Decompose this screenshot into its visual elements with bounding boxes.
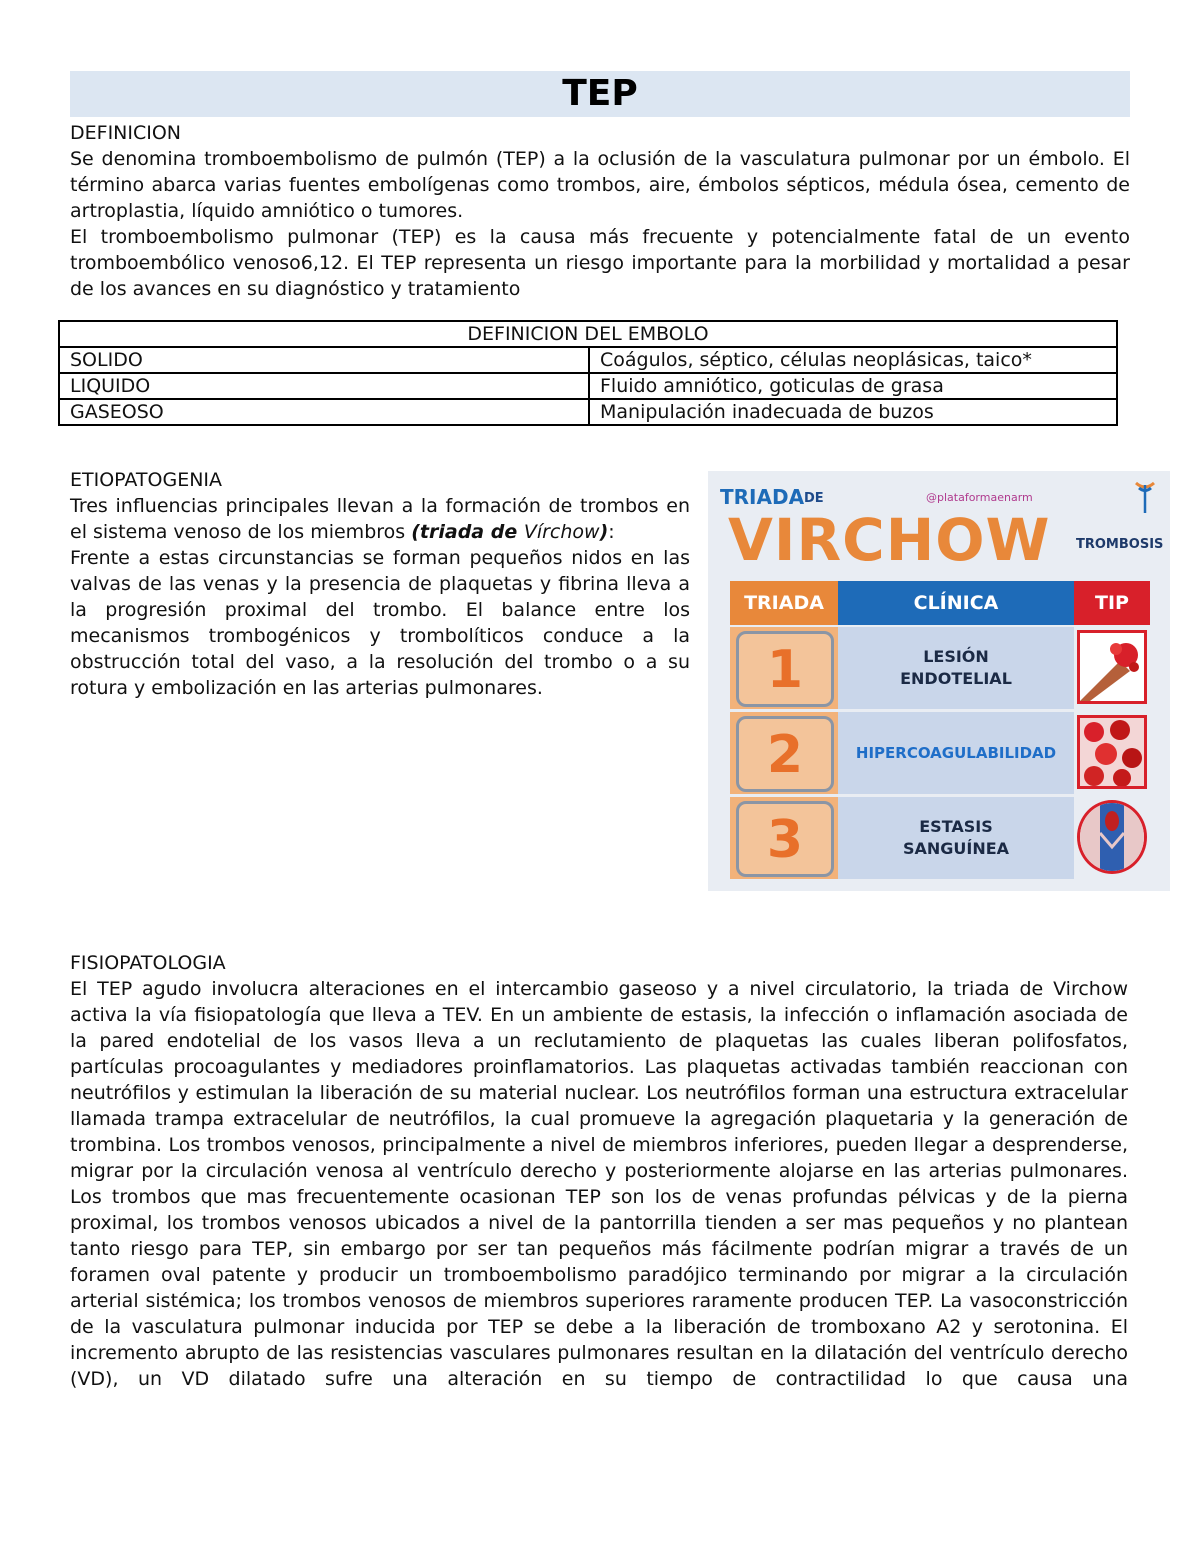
fisiopatologia-heading: FISIOPATOLOGIA	[70, 952, 226, 974]
ig-clinica-cell	[838, 797, 1074, 879]
ig-de-label: DE	[804, 491, 824, 506]
ig-number: 3	[736, 801, 834, 877]
etiopatogenia-heading: ETIOPATOGENIA	[70, 469, 223, 491]
ig-number: 2	[736, 716, 834, 792]
table-cell-tipo: GASEOSO	[59, 399, 589, 425]
ig-header-triada: TRIADA	[730, 581, 838, 625]
ig-header-clinica: CLÍNICA	[838, 581, 1074, 625]
ig-tip-cell	[1074, 627, 1150, 709]
ig-instagram-handle: @plataformaenarm	[926, 491, 1033, 504]
red-blood-cells-icon	[1080, 718, 1144, 786]
ig-clinica-cell	[838, 627, 1074, 709]
ig-tip-cell	[1074, 712, 1150, 794]
ig-num-cell	[730, 627, 838, 709]
etiopatogenia-section	[70, 467, 690, 701]
definicion-heading: DEFINICION	[70, 122, 182, 144]
fisiopatologia-section	[70, 950, 1128, 1392]
ig-tip-image	[1077, 800, 1147, 874]
caduceus-logo-icon	[1132, 479, 1158, 515]
table-cell-tipo: LIQUIDO	[59, 373, 589, 399]
venous-stasis-icon	[1080, 803, 1144, 871]
virchow-infographic	[708, 471, 1170, 891]
embolo-table	[58, 320, 1118, 426]
table-header: DEFINICION DEL EMBOLO	[59, 321, 1117, 347]
ig-header-tip: TIP	[1074, 581, 1150, 625]
ig-clinica-line2: ENDOTELIAL	[900, 669, 1012, 688]
definicion-section	[70, 120, 1130, 302]
table-row	[59, 399, 1117, 425]
table-row	[59, 347, 1117, 373]
ig-trombosis-label: TROMBOSIS	[1076, 537, 1164, 552]
table-cell-desc: Coágulos, séptico, células neoplásicas, taico*	[589, 347, 1117, 373]
ig-triada-label: TRIADA	[720, 485, 805, 509]
etio-emphasis: (triada de	[411, 521, 524, 543]
etio-emphasis-end: )	[599, 521, 609, 543]
table-header-row	[59, 321, 1117, 347]
ig-clinica-line1: LESIÓN	[923, 647, 989, 666]
ig-clinica-line2: SANGUÍNEA	[902, 839, 1010, 858]
page-title: TEP	[70, 71, 1130, 117]
fisiopatologia-paragraph: El TEP agudo involucra alteraciones en el intercambio gaseoso y a nivel circulatorio, la triada de Virchow activa la vía fisiopatología que lleva a TEV. En un ambiente de estasis, la infección o inflamación asociada de la pared endotelial de los vasos lleva a un reclutamiento de plaquetas las cuales liberan polifosfatos, partículas procoagulantes y mediadores proinflamatorios. Las plaquetas activadas también reaccionan con neutrófilos y estimulan la liberación de su material nuclear. Los neutrófilos forman una estructura extracelular llamada trampa extracelular de neutrófilos, la cual promueve la agregación plaquetaria y la generación de trombina. Los trombos venosos, principalmente a nivel de miembros inferiores, pueden llegar a desprenderse, migrar por la circulación venosa al ventrículo derecho y posteriormente alojarse en las arterias pulmonares. Los trombos que mas frecuentemente ocasionan TEP son los de venas profundas pélvicas y de la pierna proximal, los trombos venosos ubicados a nivel de la pantorrilla tienden a ser mas pequeños y no plantean tanto riesgo para TEP, sin embargo por ser tan pequeños más fácilmente podrían migrar a través de un foramen oval patente y producir un tromboembolismo paradójico terminando por migrar a la circulación arterial sistémica; los trombos venosos de miembros superiores raramente producen TEP. La vasoconstricción de la vasculatura pulmonar inducida por TEP se debe a la liberación de tromboxano A2 y serotonina. El incremento abrupto de las resistencias vasculares pulmonares resultan en la dilatación del ventrículo derecho (VD), un VD dilatado sufre una alteración en su tiempo de contractilidad lo que causa una	[70, 978, 1128, 1390]
etiopatogenia-paragraph-1	[70, 493, 690, 545]
ig-row-2	[730, 712, 1150, 794]
ig-clinica-line1: HIPERCOAGULABILIDAD	[855, 744, 1057, 762]
ig-tip-image	[1077, 630, 1147, 704]
definicion-paragraph-2: El tromboembolismo pulmonar (TEP) es la causa más frecuente y potencialmente fatal de un evento tromboembólico venoso6,12. El TEP representa un riesgo importante para la morbilidad y mortalidad a pesar de los avances en su diagnóstico y tratamiento	[70, 226, 1130, 300]
etio-text: Tres influencias principales llevan a la formación de trombos en el sistema venoso de los miembros	[70, 495, 690, 543]
table-row	[59, 373, 1117, 399]
table-cell-desc: Manipulación inadecuada de buzos	[589, 399, 1117, 425]
ig-row-3	[730, 797, 1150, 879]
ig-row-1	[730, 627, 1150, 709]
etio-colon: :	[608, 521, 615, 543]
vessel-lesion-icon	[1080, 633, 1144, 701]
ig-num-cell	[730, 797, 838, 879]
ig-clinica-cell	[838, 712, 1074, 794]
ig-tip-image	[1077, 715, 1147, 789]
definicion-paragraph-1: Se denomina tromboembolismo de pulmón (TEP) a la oclusión de la vasculatura pulmonar por un émbolo. El término abarca varias fuentes embolígenas como trombos, aire, émbolos sépticos, médula ósea, cemento de artroplastia, líquido amniótico o tumores.	[70, 148, 1130, 222]
table-cell-tipo: SOLIDO	[59, 347, 589, 373]
ig-tip-cell	[1074, 797, 1150, 879]
etio-italic: Vírchow	[523, 521, 600, 543]
ig-virchow-title: VIRCHOW	[728, 506, 1051, 574]
ig-clinica-line1: ESTASIS	[919, 817, 993, 836]
table-cell-desc: Fluido amniótico, goticulas de grasa	[589, 373, 1117, 399]
etiopatogenia-paragraph-2: Frente a estas circunstancias se forman pequeños nidos en las valvas de las venas y la presencia de plaquetas y fibrina lleva a la progresión proximal del trombo. El balance entre los mecanismos trombogénicos y trombolíticos conduce a la obstrucción total del vaso, a la resolución del trombo o a su rotura y embolización en las arterias pulmonares.	[70, 547, 690, 699]
ig-number: 1	[736, 631, 834, 707]
ig-num-cell	[730, 712, 838, 794]
